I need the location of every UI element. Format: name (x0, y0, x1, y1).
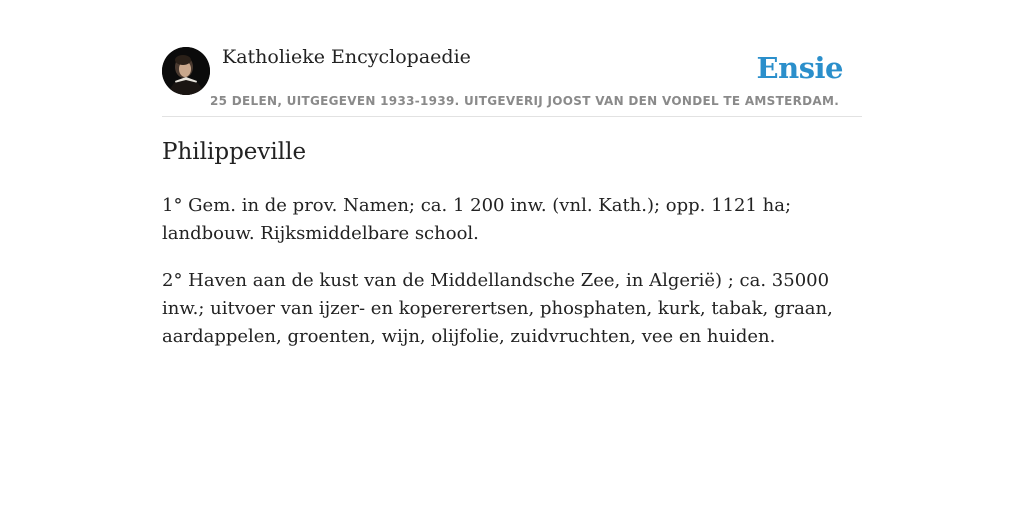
article-title: Philippeville (162, 139, 307, 165)
site-subtitle: 25 DELEN, UITGEGEVEN 1933-1939. UITGEVERIJ JOOST VAN DEN VONDEL TE AMSTERDAM. (210, 94, 840, 108)
article-paragraph-1: 1° Gem. in de prov. Namen; ca. 1 200 inw. (vnl. Kath.); opp. 1121 ha; landbouw. Rijksmiddelbare school. (162, 195, 792, 244)
site-title[interactable]: Katholieke Encyclopaedie (222, 46, 471, 68)
encyclopedia-avatar[interactable] (162, 47, 210, 95)
article-paragraph-2: 2° Haven aan de kust van de Middellandsche Zee, in Algerië) ; ca. 35000 inw.; uitvoer van ijzer- en kopererertsen, phosphaten, kurk, tabak, graan, aardappelen, groenten, wijn, olijfolie, zuidvruchten, vee en huiden. (162, 270, 833, 347)
ensie-logo-link[interactable]: Ensie (756, 51, 843, 85)
page (162, 0, 862, 512)
portrait-icon (162, 47, 210, 95)
site-header (162, 0, 862, 117)
